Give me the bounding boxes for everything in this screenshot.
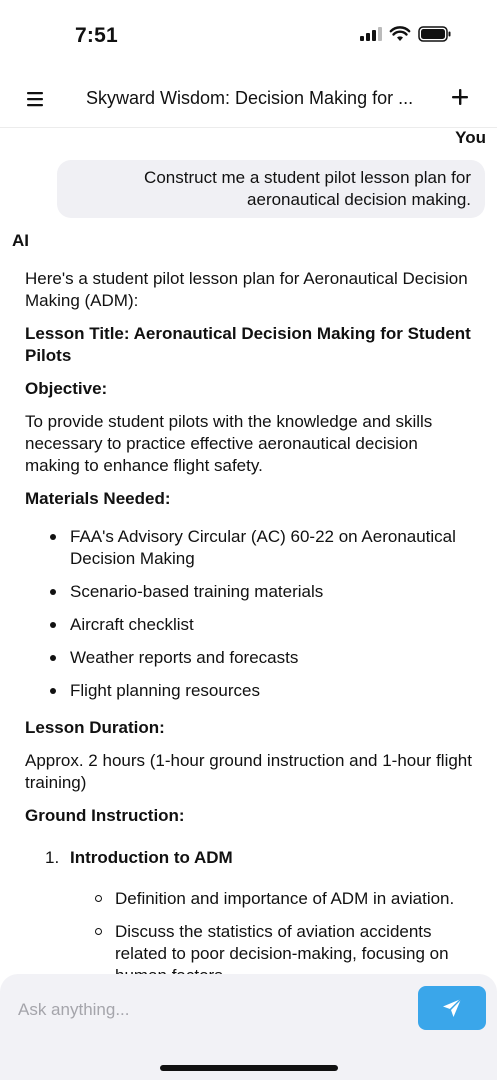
hamburger-menu-icon[interactable] — [26, 89, 46, 109]
duration-text: Approx. 2 hours (1-hour ground instruction and 1-hour flight training) — [25, 751, 472, 792]
paper-plane-icon — [442, 998, 462, 1018]
send-button[interactable] — [418, 986, 486, 1030]
materials-heading: Materials Needed: — [25, 489, 171, 508]
list-item: Flight planning resources — [25, 680, 475, 702]
message-input[interactable] — [18, 998, 398, 1022]
list-item: Scenario-based training materials — [25, 581, 475, 603]
list-item: FAA's Advisory Circular (AC) 60-22 on Aeronautical Decision Making — [25, 526, 475, 570]
plus-icon[interactable] — [449, 86, 471, 108]
list-item: Weather reports and forecasts — [25, 647, 475, 669]
battery-icon — [418, 26, 452, 42]
item-number: 1. — [45, 848, 60, 867]
objective-heading: Objective: — [25, 379, 108, 398]
nav-bar — [0, 74, 497, 128]
signal-icon — [360, 27, 382, 41]
ground-heading: Ground Instruction: — [25, 806, 185, 825]
sub-list-item: Definition and importance of ADM in aviation. — [70, 888, 475, 910]
duration-heading: Lesson Duration: — [25, 718, 165, 737]
materials-list — [25, 526, 475, 702]
ground-instruction-list — [25, 847, 475, 987]
item-title: Introduction to ADM — [70, 848, 233, 867]
home-indicator — [160, 1065, 338, 1071]
chat-area[interactable] — [0, 128, 497, 974]
list-item: Aircraft checklist — [25, 614, 475, 636]
chat-title: Skyward Wisdom: Decision Making for ... — [86, 88, 414, 108]
objective-text: To provide student pilots with the knowledge and skills necessary to practice effective aeronautical decision making to enhance flight safety. — [25, 412, 433, 475]
user-message-bubble: Construct me a student pilot lesson plan for aeronautical decision making. — [57, 160, 485, 218]
ai-label: AI — [12, 231, 29, 250]
status-bar — [0, 0, 497, 74]
lesson-title: Lesson Title: Aeronautical Decision Making for Student Pilots — [25, 324, 471, 365]
status-time: 7:51 — [75, 24, 118, 47]
numbered-item — [25, 847, 475, 987]
user-label: You — [455, 128, 486, 147]
ai-intro: Here's a student pilot lesson plan for Aeronautical Decision Making (ADM): — [25, 269, 468, 310]
wifi-icon — [390, 27, 410, 42]
ai-response — [25, 268, 475, 998]
sub-list-item: Discuss the statistics of aviation accidents related to poor decision-making, focusing on — [70, 921, 475, 987]
sub-list — [70, 888, 475, 987]
status-icons — [360, 26, 452, 42]
